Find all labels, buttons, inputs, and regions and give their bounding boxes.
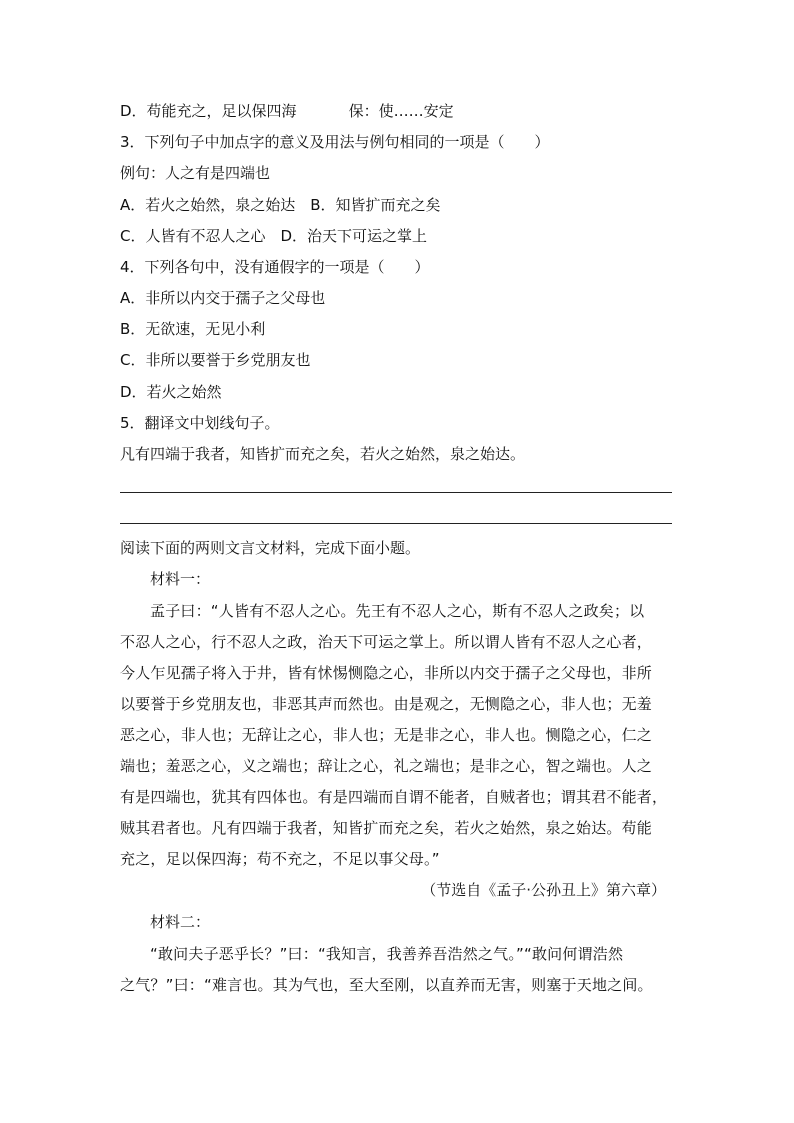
material1-row: 充之，足以保四海；苟不充之，不足以事父母。”	[120, 850, 440, 868]
answer-line-2[interactable]	[120, 523, 672, 524]
q3-options-ab: A．若火之始然，泉之始达 B．知皆扩而充之矣	[120, 196, 441, 214]
q2-option-d: D．苟能充之，足以保四海	[120, 102, 297, 120]
q4-option-c: C．非所以要誉于乡党朋友也	[120, 351, 311, 369]
q4-option-b: B．无欲速，无见小利	[120, 320, 266, 338]
material1-row: 以要誉于乡党朋友也，非恶其声而然也。由是观之，无恻隐之心，非人也；无羞	[120, 695, 653, 713]
material1-row: 恶之心，非人也；无辞让之心，非人也；无是非之心，非人也。恻隐之心，仁之	[120, 726, 653, 744]
material1-text	[120, 596, 680, 875]
q5-sentence: 凡有四端于我者，知皆扩而充之矣，若火之始然，泉之始达。	[120, 445, 526, 463]
q3-stem: 3．下列句子中加点字的意义及用法与例句相同的一项是（ ）	[120, 133, 550, 151]
q3-options-cd: C．人皆有不忍人之心 D．治天下可运之掌上	[120, 227, 428, 245]
q4-stem: 4．下列各句中，没有通假字的一项是（ ）	[120, 258, 430, 276]
material1-label: 材料一：	[150, 570, 211, 588]
material1-row: 不忍人之心，行不忍人之政，治天下可运之掌上。所以谓人皆有不忍人之心者，	[120, 633, 653, 651]
material2-text	[120, 939, 680, 1001]
q5-stem: 5．翻译文中划线句子。	[120, 414, 280, 432]
material2-row: 之气？”曰：“难言也。其为气也，至大至刚，以直养而无害，则塞于天地之间。	[120, 976, 653, 994]
q2-option-d-gloss: 保：使……安定	[348, 102, 454, 120]
material1-row: 今人乍见孺子将入于井，皆有怵惕恻隐之心，非所以内交于孺子之父母也，非所	[120, 664, 653, 682]
material1-row: 贼其君者也。凡有四端于我者，知皆扩而充之矣，若火之始然，泉之始达。苟能	[120, 819, 653, 837]
material2-row: “敢问夫子恶乎长？”曰：“我知言，我善养吾浩然之气。”“敢问何谓浩然	[150, 945, 624, 963]
answer-line-1[interactable]	[120, 492, 672, 493]
q4-option-a: A．非所以内交于孺子之父母也	[120, 289, 326, 307]
material1-row: 端也；羞恶之心，义之端也；辞让之心，礼之端也；是非之心，智之端也。人之	[120, 757, 653, 775]
q2-option-d-row	[120, 101, 680, 121]
material1-row: 孟子曰：“人皆有不忍人之心。先王有不忍人之心，斯有不忍人之政矣；以	[150, 602, 645, 620]
material2-label: 材料二：	[150, 913, 211, 931]
reading-intro: 阅读下面的两则文言文材料，完成下面小题。	[120, 539, 421, 557]
material1-source: （节选自《孟子·公孙丑上》第六章）	[421, 881, 666, 899]
q3-example: 例句：人之有是四端也	[120, 164, 271, 182]
q4-option-d: D．若火之始然	[120, 383, 222, 401]
material1-row: 有是四端也，犹其有四体也。有是四端而自谓不能者，自贼者也；谓其君不能者，	[120, 788, 668, 806]
